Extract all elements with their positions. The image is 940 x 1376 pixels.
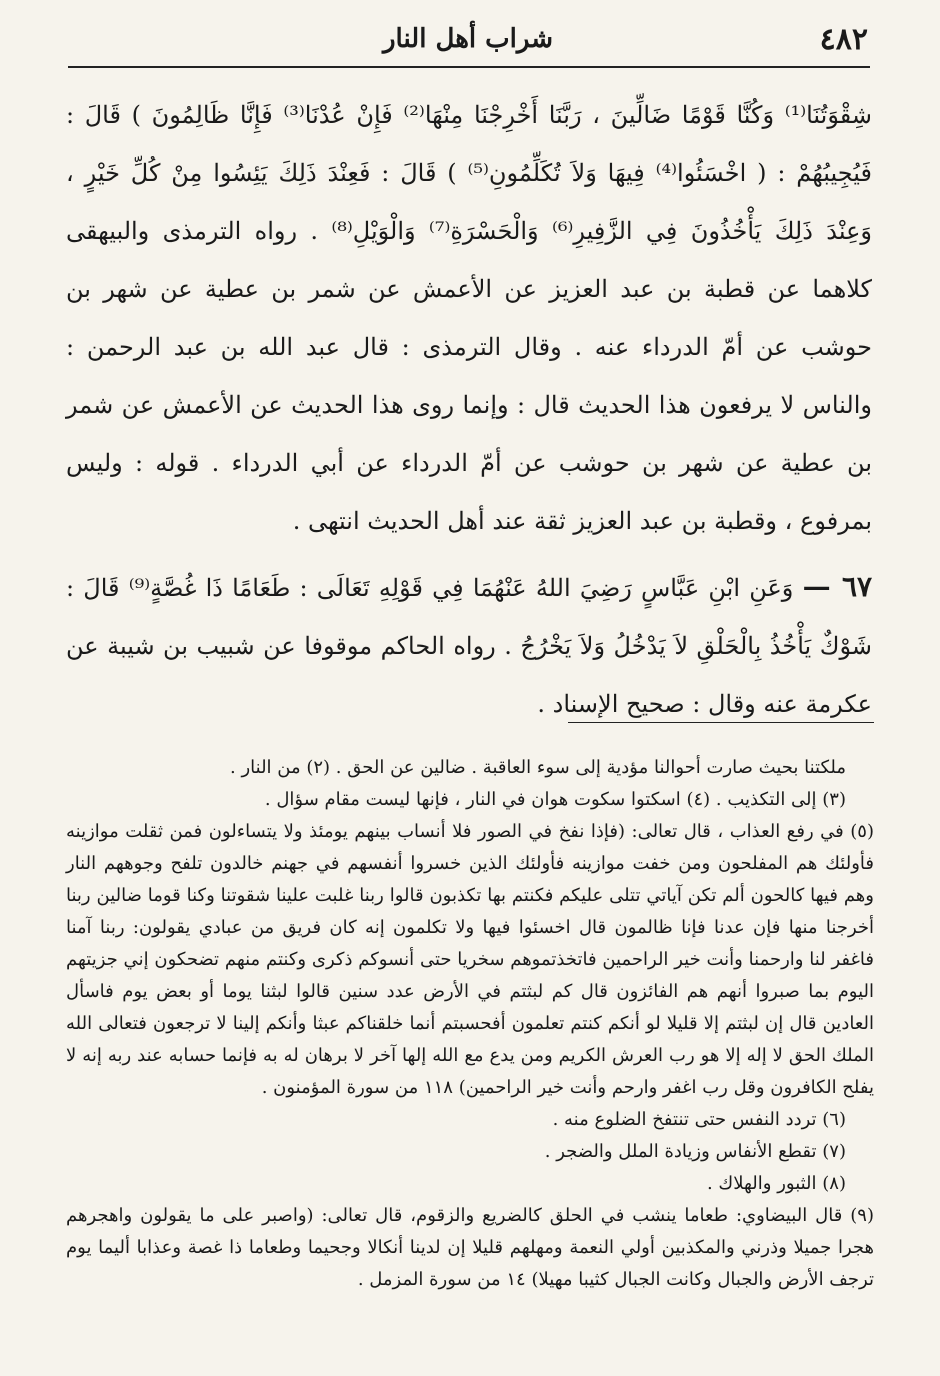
footnote-1-2: ملكتنا بحيث صارت أحوالنا مؤدية إلى سوء العاقبة . ضالين عن الحق . (٢) من النار . — [230, 757, 846, 778]
hadith-number: ٦٧ — — [802, 570, 873, 603]
footnotes — [66, 752, 874, 1296]
page-header — [68, 18, 868, 62]
main-text — [66, 86, 872, 733]
footnote-3-4: (٣) إلى التكذيب . (٤) اسكتوا سكوت هوان في النار ، فإنها ليست مقام سؤال . — [264, 789, 846, 810]
header-rule — [68, 66, 870, 68]
hadith-67-text: وَعَنِ ابْنِ عَبَّاسٍ رَضِيَ اللهُ عَنْهُمَا فِي قَوْلِهِ تَعَالَى : طَعَامًا ذَا غُصَّةٍ⁽⁹⁾ قَالَ : شَوْكٌ يَأْخُذُ بِالْحَلْقِ لاَ يَدْخُلُ وَلاَ يَخْرُجُ . رواه الحاكم موقوفا عن شبيب بن شيبة عن عكرمة عنه وقال : صحيح الإسناد . — [66, 574, 872, 718]
paragraph-hadith-66-continued: شِقْوَتُنَا⁽¹⁾ وَكُنَّا قَوْمًا ضَالِّينَ ، رَبَّنَا أَخْرِجْنَا مِنْهَا⁽²⁾ فَإِنْ عُدْنَا⁽³⁾ فَإِنَّا ظَالِمُونَ ) قَالَ : فَيُجِيبُهُمْ : ( اخْسَئُوا⁽⁴⁾ فِيهَا وَلاَ تُكَلِّمُونِ⁽⁵⁾ ) قَالَ : فَعِنْدَ ذَلِكَ يَئِسُوا مِنْ كُلِّ خَيْرٍ ، وَعِنْدَ ذَلِكَ يَأْخُذُونَ فِي الزَّفِيرِ⁽⁶⁾ وَالْحَسْرَةِ⁽⁷⁾ وَالْوَيْلِ⁽⁸⁾ . رواه الترمذى والبيهقى كلاهما عن قطبة بن عبد العزيز عن الأعمش عن شمر بن عطية عن شهر بن حوشب عن أمّ الدرداء عنه . وقال الترمذى : قال عبد الله بن عبد الرحمن : والناس لا يرفعون هذا الحديث قال : وإنما روى هذا الحديث عن الأعمش عن شمر بن عطية عن شهر بن حوشب عن أمّ الدرداء عن أبي الدرداء . قوله : وليس بمرفوع ، وقطبة بن عبد العزيز ثقة عند أهل الحديث انتهى . — [66, 101, 872, 535]
paragraph-hadith-67 — [66, 558, 872, 733]
running-title: شراب أهل النار — [382, 24, 554, 54]
footnote-7: (٧) تقطع الأنفاس وزيادة الملل والضجر . — [544, 1141, 846, 1162]
footnote-5: (٥) في رفع العذاب ، قال تعالى: (فإذا نفخ في الصور فلا أنساب بينهم يومئذ ولا يتساءلون فمن ثقلت موازينه فأولئك هم المفلحون ومن خفت موازينه فأولئك الذين خسروا أنفسهم في جهنم خالدون تلفح وجوههم النار وهم فيها كالحون ألم تكن آياتي تتلى عليكم فكنتم بها تكذبون قالوا ربنا غلبت علينا شقوتنا وكنا قوما ضالين ربنا أخرجنا منها فإن عدنا فإنا ظالمون قال اخسئوا فيها ولا تكلمون إنه كان فريق من عبادي يقولون: ربنا آمنا فاغفر لنا وارحمنا وأنت خير الراحمين فاتخذتموهم سخريا حتى أنسوكم ذكرى وكنتم منهم تضحكون إني جزيتهم اليوم بما صبروا أنهم هم الفائزون قال كم لبثتم في الأرض عدد سنين قالوا لبثنا يوما أو بعض يوم فاسأل العادين قال إن لبثتم إلا قليلا لو أنكم كنتم تعلمون أفحسبتم أنما خلقناكم عبثا وأنكم إلينا لا ترجعون فتعالى الله الملك الحق لا إله إلا هو رب العرش الكريم ومن يدع مع الله إلها آخر لا برهان له به فإنما حسابه عند ربه إنه لا يفلح الكافرون وقل رب اغفر وارحم وأنت خير الراحمين) ١١٨ من سورة المؤمنون . — [66, 821, 874, 1098]
footnote-9: (٩) قال البيضاوي: طعاما ينشب في الحلق كالضريع والزقوم، قال تعالى: (واصبر على ما يقولون واهجرهم هجرا جميلا وذرني والمكذبين أولي النعمة ومهلهم قليلا إن لدينا أنكالا وجحيما وطعاما ذا غصة وعذابا أليما يوم ترجف الأرض والجبال وكانت الجبال كثيبا مهيلا) ١٤ من سورة المزمل . — [66, 1205, 874, 1290]
footnote-8: (٨) الثبور والهلاك . — [706, 1173, 846, 1194]
page-number: ٤٨٢ — [819, 22, 868, 57]
footnote-divider — [568, 722, 874, 723]
footnote-6: (٦) تردد النفس حتى تنتفخ الضلوع منه . — [552, 1109, 846, 1130]
